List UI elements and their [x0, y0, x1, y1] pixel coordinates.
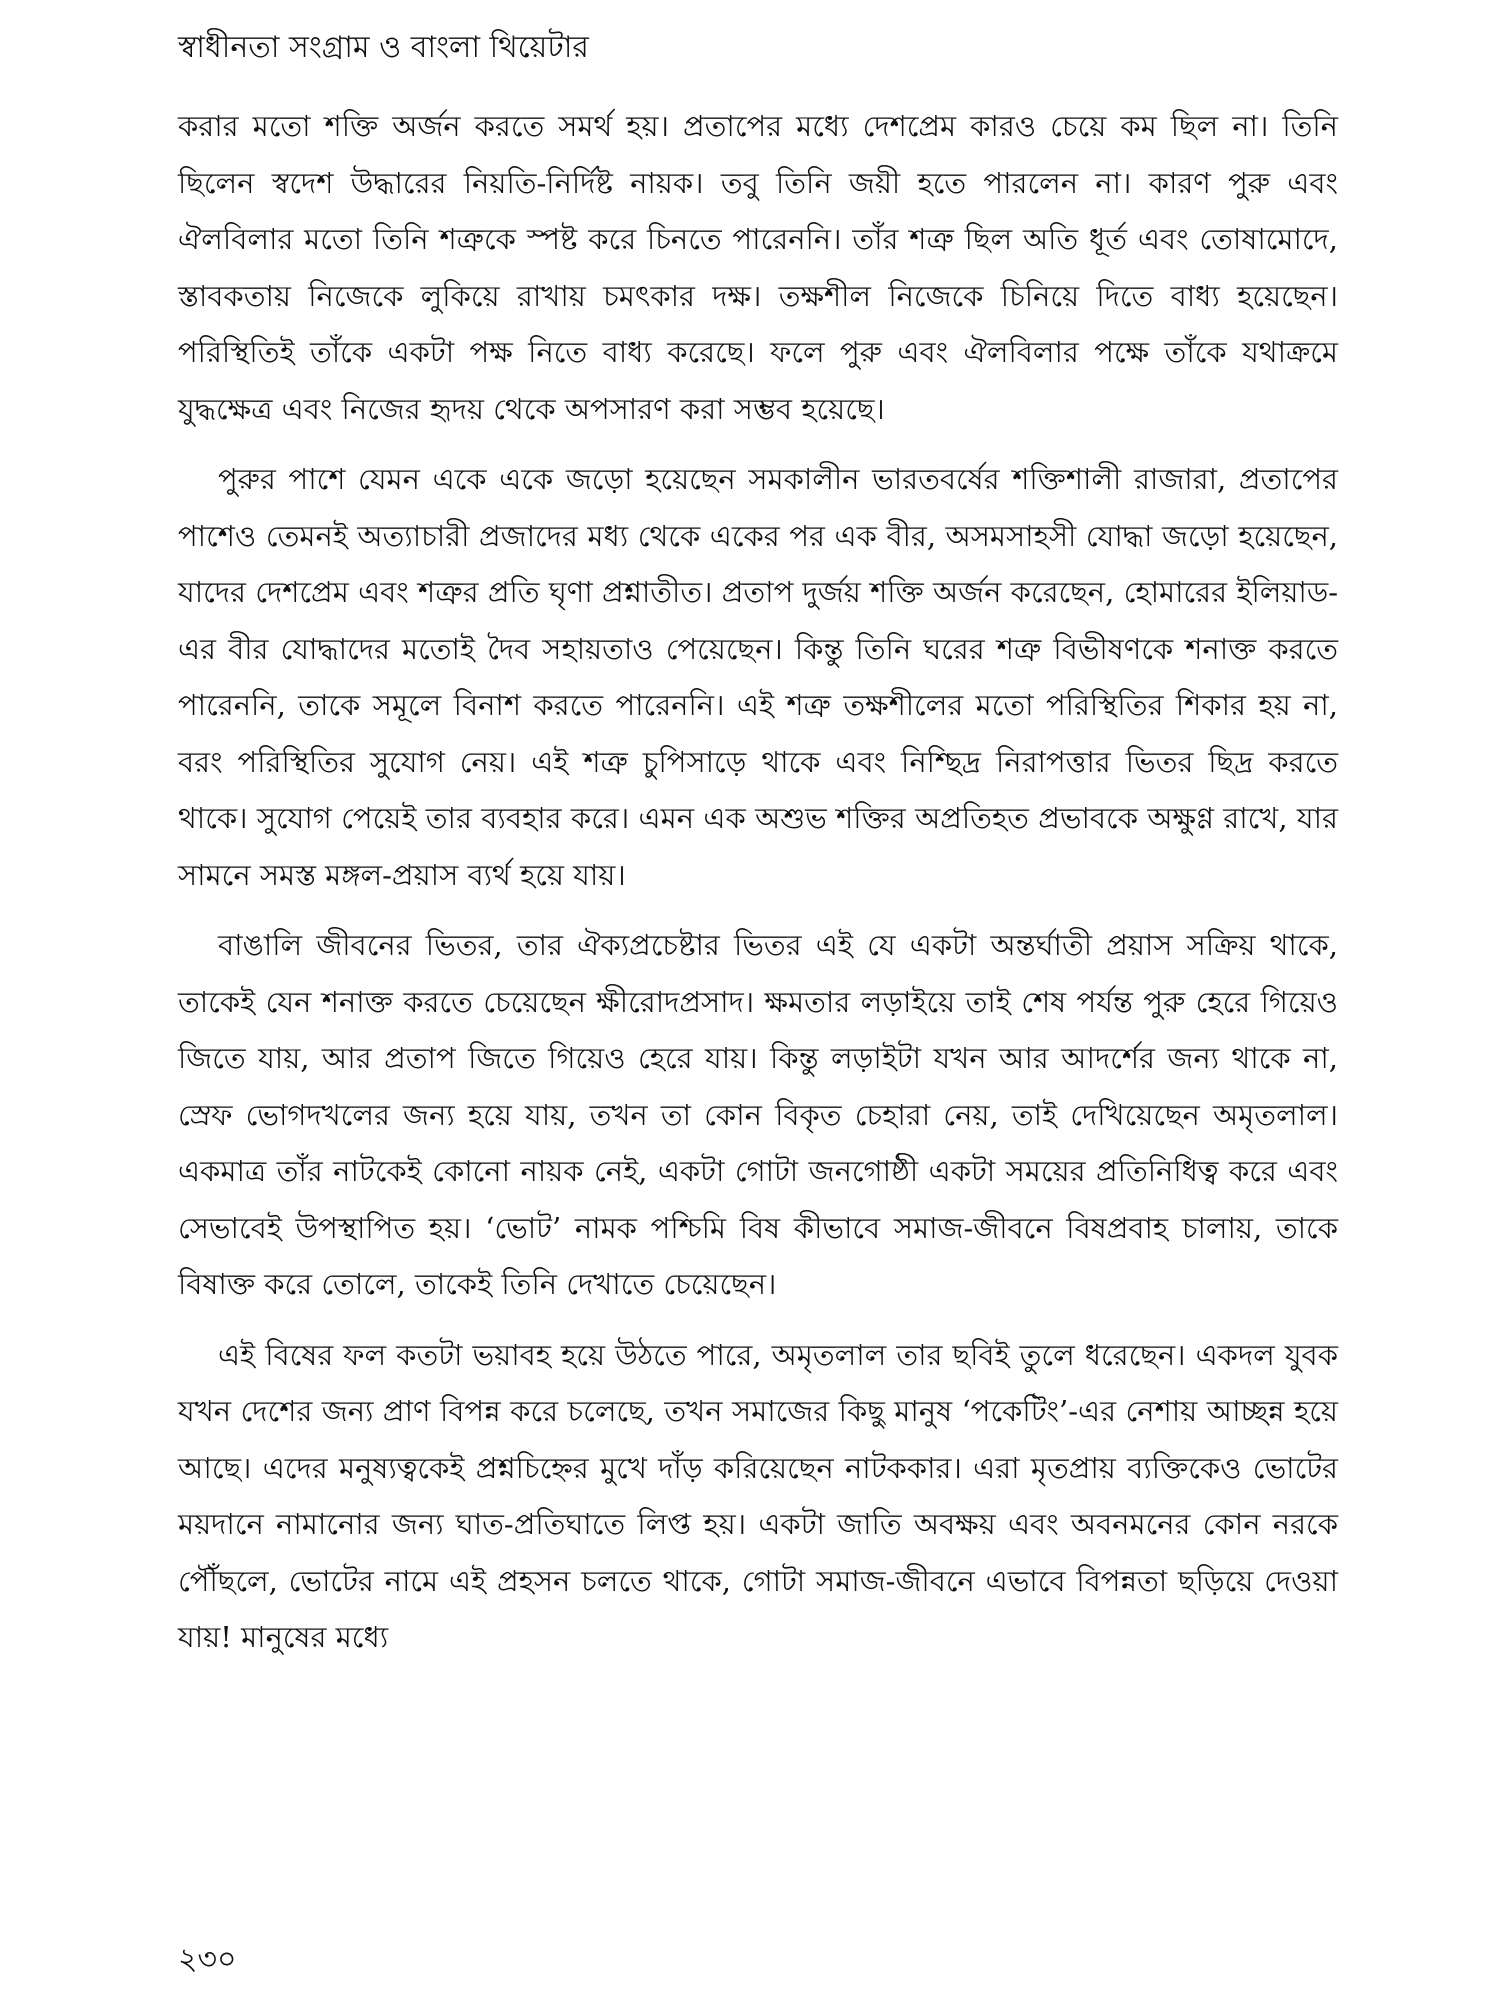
paragraph-1: করার মতো শক্তি অর্জন করতে সমর্থ হয়। প্রতাপের মধ্যে দেশপ্রেম কারও চেয়ে কম ছিল না। তিনি ছিলেন স্বদেশ উদ্ধারের নিয়তি-নির্দিষ্ট নায়ক। তবু তিনি জয়ী হতে পারলেন না। কারণ পুরু এবং ঐলবিলার মতো তিনি শত্রুকে স্পষ্ট করে চিনতে পারেননি। তাঁর শত্রু ছিল অতি ধূর্ত এবং তোষামোদে, স্তাবকতায় নিজেকে লুকিয়ে রাখায় চমৎকার দক্ষ। তক্ষশীল নিজেকে চিনিয়ে দিতে বাধ্য হয়েছেন। পরিস্থিতিই তাঁকে একটা পক্ষ নিতে বাধ্য করেছে। ফলে পুরু এবং ঐলবিলার পক্ষে তাঁকে যথাক্রমে যুদ্ধক্ষেত্র এবং নিজের হৃদয় থেকে অপসারণ করা সম্ভব হয়েছে। — [178, 109, 1338, 426]
running-head: স্বাধীনতা সংগ্রাম ও বাংলা থিয়েটার — [178, 30, 589, 65]
page-number: ২৩০ — [178, 1942, 237, 1977]
body-text — [178, 98, 1338, 1666]
paragraph-2: পুরুর পাশে যেমন একে একে জড়ো হয়েছেন সমকালীন ভারতবর্ষের শক্তিশালী রাজারা, প্রতাপের পাশেও তেমনই অত্যাচারী প্রজাদের মধ্য থেকে একের পর এক বীর, অসমসাহসী যোদ্ধা জড়ো হয়েছেন, যাদের দেশপ্রেম এবং শত্রুর প্রতি ঘৃণা প্রশ্নাতীত। প্রতাপ দুর্জয় শক্তি অর্জন করেছেন, হোমারের ইলিয়াড-এর বীর যোদ্ধাদের মতোই দৈব সহায়তাও পেয়েছেন। কিন্তু তিনি ঘরের শত্রু বিভীষণকে শনাক্ত করতে পারেননি, তাকে সমূলে বিনাশ করতে পারেননি। এই শত্রু তক্ষশীলের মতো পরিস্থিতির শিকার হয় না, বরং পরিস্থিতির সুযোগ নেয়। এই শত্রু চুপিসাড়ে থাকে এবং নিশ্ছিদ্র নিরাপত্তার ভিতর ছিদ্র করতে থাকে। সুযোগ পেয়েই তার ব্যবহার করে। এমন এক অশুভ শক্তির অপ্রতিহত প্রভাবকে অক্ষুণ্ণ রাখে, যার সামনে সমস্ত মঙ্গল-প্রয়াস ব্যর্থ হয়ে যায়। — [178, 462, 1338, 892]
paragraph-3: বাঙালি জীবনের ভিতর, তার ঐক্যপ্রচেষ্টার ভিতর এই যে একটা অন্তর্ঘাতী প্রয়াস সক্রিয় থাকে, তাকেই যেন শনাক্ত করতে চেয়েছেন ক্ষীরোদপ্রসাদ। ক্ষমতার লড়াইয়ে তাই শেষ পর্যন্ত পুরু হেরে গিয়েও জিতে যায়, আর প্রতাপ জিতে গিয়েও হেরে যায়। কিন্তু লড়াইটা যখন আর আদর্শের জন্য থাকে না, স্রেফ ভোগদখলের জন্য হয়ে যায়, তখন তা কোন বিকৃত চেহারা নেয়, তাই দেখিয়েছেন অমৃতলাল। একমাত্র তাঁর নাটকেই কোনো নায়ক নেই, একটা গোটা জনগোষ্ঠী একটা সময়ের প্রতিনিধিত্ব করে এবং সেভাবেই উপস্থাপিত হয়। ‘ভোট’ নামক পশ্চিমি বিষ কীভাবে সমাজ-জীবনে বিষপ্রবাহ চালায়, তাকে বিষাক্ত করে তোলে, তাকেই তিনি দেখাতে চেয়েছেন। — [178, 928, 1338, 1301]
paragraph-4: এই বিষের ফল কতটা ভয়াবহ হয়ে উঠতে পারে, অমৃতলাল তার ছবিই তুলে ধরেছেন। একদল যুবক যখন দেশের জন্য প্রাণ বিপন্ন করে চলেছে, তখন সমাজের কিছু মানুষ ‘পকেটিং’-এর নেশায় আচ্ছন্ন হয়ে আছে। এদের মনুষ্যত্বকেই প্রশ্নচিহ্নের মুখে দাঁড় করিয়েছেন নাটককার। এরা মৃতপ্রায় ব্যক্তিকেও ভোটের ময়দানে নামানোর জন্য ঘাত-প্রতিঘাতে লিপ্ত হয়। একটা জাতি অবক্ষয় এবং অবনমনের কোন নরকে পৌঁছলে, ভোটের নামে এই প্রহসন চলতে থাকে, গোটা সমাজ-জীবনে এভাবে বিপন্নতা ছড়িয়ে দেওয়া যায়! মানুষের মধ্যে — [178, 1337, 1338, 1654]
